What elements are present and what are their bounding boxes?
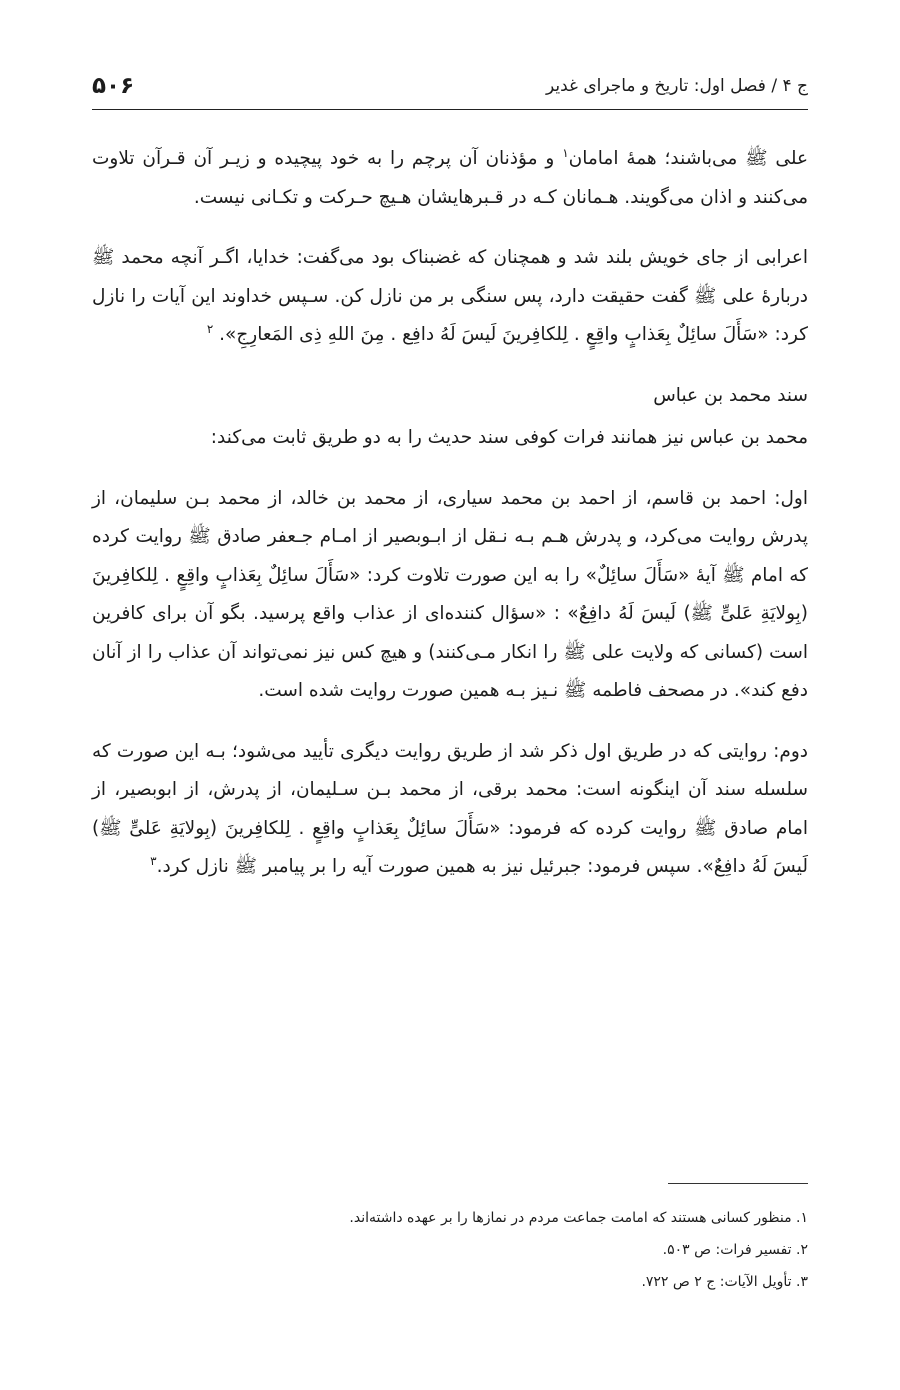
paragraph-1-start: علی ﷺ می‌باشند؛ همهٔ امامان — [568, 148, 808, 169]
paragraph-5-text: دوم: روایتی که در طریق اول ذکر شد از طریق روایت دیگری تأیید می‌شود؛ بـه این صورت که سلسله سند آن اینگونه است: محمد برقی، از محمد بـن سـلیمان، از پدرش، از ابوبصیر، از امام صادق ﷺ روایت کرده که فرمود: «سَأَلَ سائِلٌ بِعَذابٍ واقِعٍ . لِلکافِرینَ (بِولایَةِ عَلیٍّ ﷺ) لَیسَ لَهُ دافِعٌ». سپس فرمود: جبرئیل نیز به همین صورت آیه را بر پیامبر ﷺ نازل کرد. — [92, 740, 808, 877]
footnote-ref-1: ۱ — [562, 145, 569, 160]
section-heading: سند محمد بن عباس — [653, 384, 808, 406]
footnote-2: ۲. تفسیر فرات: ص ۵۰۳. — [662, 1242, 808, 1258]
footnote-ref-2: ۲ — [206, 321, 214, 336]
page-header — [92, 70, 808, 110]
footnote-1: ۱. منظور کسانی هستند که امامت جماعت مردم در نمازها را بر عهده داشته‌اند. — [349, 1210, 808, 1226]
running-title: ج ۴ / فصل اول: تاریخ و ماجرای غدیر — [545, 75, 808, 96]
paragraph-2 — [92, 239, 808, 355]
body-text — [92, 140, 808, 909]
footnotes — [92, 1202, 808, 1298]
page-number: ۵۰۶ — [92, 72, 135, 99]
paragraph-3: محمد بن عباس نیز همانند فرات کوفی سند حدیث را به دو طریق ثابت می‌کند: — [210, 427, 808, 448]
paragraph-4: اول: احمد بن قاسم، از احمد بن محمد سیاری، از محمد بن خالد، از محمد بـن سلیمان، از پدرش روایت می‌کرد، و پدرش هـم بـه نـقل از ابـوبصیر از امـام جـعفر صادق ﷺ روایت کرده که امام ﷺ آیهٔ «سَأَلَ سائِلٌ» را به این صورت تلاوت کرد: «سَأَلَ سائِلٌ بِعَذابٍ واقِعٍ . لِلکافِرینَ (بِولایَةِ عَلیٍّ ﷺ) لَیسَ لَهُ دافِعٌ» : «سؤال کننده‌ای از عذاب واقع پرسید. بگو آن برای کافرین است (کسانی که ولایت علی ﷺ را انکار مـی‌کنند) و هیچ کس نیز نمی‌تواند آن عذاب را از آنان دفع کند». در مصحف فاطمه ﷺ نـیز بـه همین صورت روایت شده است. — [92, 487, 808, 701]
footnote-3: ۳. تأویل الآیات: ج ۲ ص ۷۲۲. — [641, 1274, 808, 1290]
paragraph-5 — [92, 733, 808, 887]
footnote-ref-3: ۳ — [150, 853, 157, 868]
paragraph-1-rest: و مؤذنان آن پرچم را به خود پیچیده و زیـر آن قـرآن تلاوت می‌کنند و اذان می‌گویند. هـمانان کـه در قـبرهایشان هـیچ حـرکت و تکـانی نیست. — [92, 148, 808, 208]
paragraph-1 — [92, 140, 808, 217]
footnote-divider — [668, 1183, 808, 1184]
paragraph-2-text: اعرابی از جای خویش بلند شد و همچنان که غضبناک بود می‌گفت: خدایا، اگـر آنچه محمد ﷺ دربارهٔ علی ﷺ گفت حقیقت دارد، پس سنگی بر من نازل کن. سـپس خداوند این آیات را نازل کرد: «سَأَلَ سائِلٌ بِعَذابٍ واقِعٍ . لِلکافِرینَ لَیسَ لَهُ دافِع . مِنَ اللهِ ذِی المَعارِجِ». — [92, 247, 808, 345]
